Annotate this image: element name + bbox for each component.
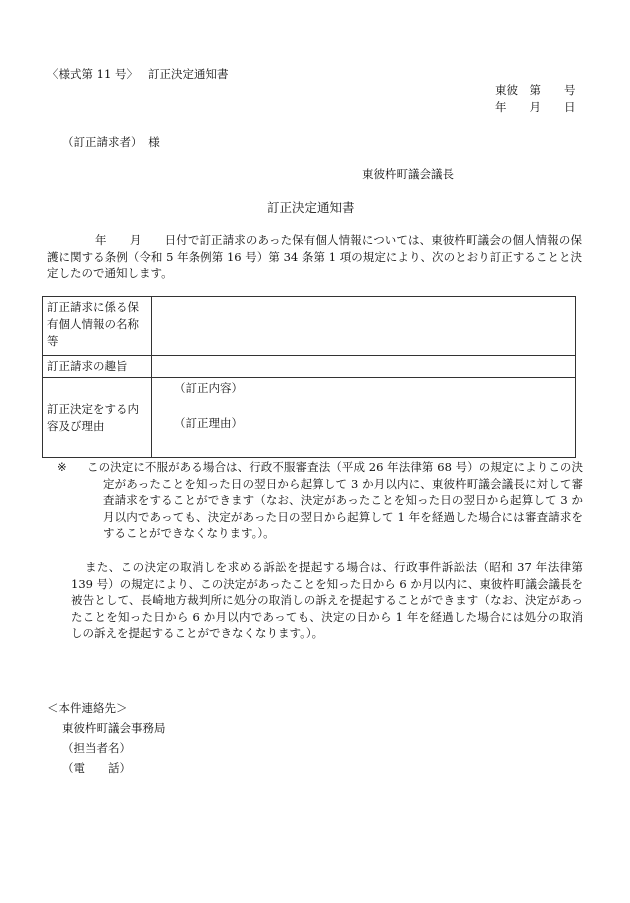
document-title: 訂正決定通知書 bbox=[267, 200, 355, 215]
note-lawsuit-text: また、この決定の取消しを求める訴訟を提起する場合は、行政事件訴訟法（昭和 37 年法律第 139 号）の規定により、この決定があったことを知った日から 6 か月以内に、東彼杵町議会議長を被告として、長崎地方裁判所に処分の取消しの訴えを提起することができます（なお、決定があったことを知った日から 6 か月以内であっても、決定の日から 1 年を経過した場合には処分の取消しの訴えを提起することができなくなります。）。 bbox=[71, 560, 583, 640]
value-target-info bbox=[152, 297, 576, 356]
contact-phone: （電 話） bbox=[62, 761, 131, 775]
contact-person: （担当者名） bbox=[62, 741, 131, 755]
decision-table bbox=[42, 296, 576, 458]
correction-reason-label: （訂正理由） bbox=[174, 416, 243, 430]
note-lawsuit bbox=[57, 559, 583, 642]
correction-content-label: （訂正内容） bbox=[174, 381, 243, 395]
table-row bbox=[43, 297, 576, 356]
note-mark: ※ bbox=[57, 460, 67, 474]
note-appeal-text: この決定に不服がある場合は、行政不服審査法（平成 26 年法律第 68 号）の規定によりこの決定があったことを知った日の翌日から起算して 3 か月以内に、東彼杵町議会議長に対して審査請求をすることができます（なお、決定があったことを知った日の翌日から起算して 3 か月以内であっても、決定があった日の翌日から起算して 1 年を経過した場合には審査請求をすることができなくなります。）。 bbox=[87, 460, 583, 540]
label-request-purpose: 訂正請求の趣旨 bbox=[43, 356, 152, 378]
value-request-purpose bbox=[152, 356, 576, 378]
table-row bbox=[43, 356, 576, 378]
contact-heading: ＜本件連絡先＞ bbox=[47, 701, 128, 715]
note-appeal bbox=[57, 459, 583, 542]
form-number: 〈様式第 11 号〉 bbox=[47, 67, 138, 81]
intro-paragraph: 年 月 日付で訂正請求のあった保有個人情報については、東彼杵町議会の個人情報の保護に関する条例（令和 5 年条例第 16 号）第 34 条第 1 項の規定により、次のとおり訂正することと決定したので通知します。 bbox=[47, 233, 582, 280]
contact-office: 東彼杵町議会事務局 bbox=[62, 721, 166, 735]
value-decision-content bbox=[152, 378, 576, 458]
form-title: 訂正決定通知書 bbox=[148, 67, 229, 81]
document-date: 年 月 日 bbox=[495, 100, 576, 114]
table-row bbox=[43, 378, 576, 458]
sender: 東彼杵町議会議長 bbox=[362, 167, 454, 181]
label-decision-content: 訂正決定をする内容及び理由 bbox=[43, 378, 152, 458]
label-target-info: 訂正請求に係る保有個人情報の名称等 bbox=[43, 297, 152, 356]
recipient: （訂正請求者） 様 bbox=[62, 135, 160, 149]
document-number: 東彼 第 号 bbox=[495, 83, 576, 97]
